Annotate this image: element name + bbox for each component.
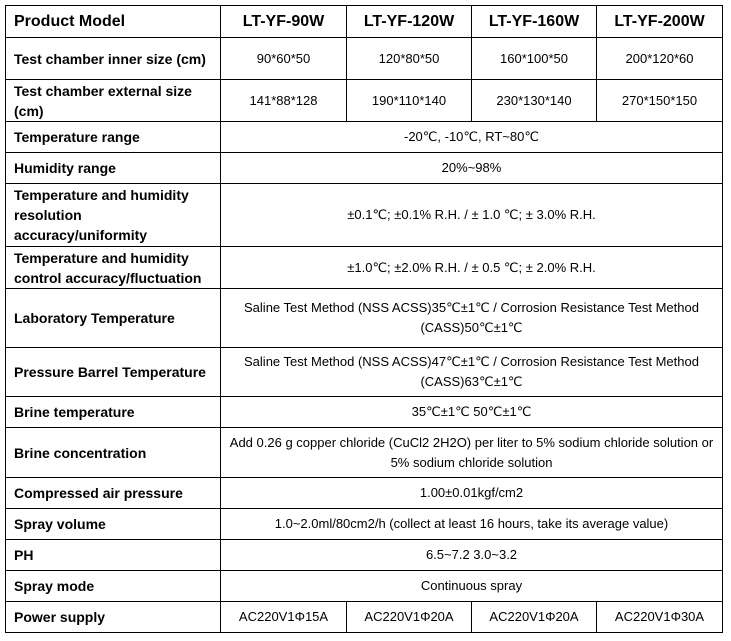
row-power-supply [6,602,723,633]
row-label: Temperature and humidity resolution accuracy/uniformity [6,184,221,247]
row-label: Laboratory Temperature [6,289,221,348]
row-label: Power supply [6,602,221,633]
model-header: LT-YF-120W [347,6,472,38]
cell-value: Saline Test Method (NSS ACSS)47℃±1℃ / Corrosion Resistance Test Method (CASS)63℃±1℃ [221,348,723,397]
cell-value: 35℃±1℃ 50℃±1℃ [221,397,723,428]
row-humidity-range [6,153,723,184]
cell-value: 120*80*50 [347,38,472,80]
cell-value: ±0.1℃; ±0.1% R.H. / ± 1.0 ℃; ± 3.0% R.H. [221,184,723,247]
row-label: Temperature and humidity control accuracy/fluctuation [6,247,221,289]
cell-value: 6.5~7.2 3.0~3.2 [221,540,723,571]
cell-value: AC220V1Φ15A [221,602,347,633]
row-label: Humidity range [6,153,221,184]
row-spray-volume [6,509,723,540]
row-label: Spray volume [6,509,221,540]
cell-value: 1.0~2.0ml/80cm2/h (collect at least 16 hours, take its average value) [221,509,723,540]
row-label: PH [6,540,221,571]
cell-value: Saline Test Method (NSS ACSS)35℃±1℃ / Corrosion Resistance Test Method (CASS)50℃±1℃ [221,289,723,348]
row-lab-temperature [6,289,723,348]
row-label: Test chamber inner size (cm) [6,38,221,80]
row-external-size [6,80,723,122]
row-resolution [6,184,723,247]
row-label: Compressed air pressure [6,478,221,509]
cell-value: 20%~98% [221,153,723,184]
cell-value: 230*130*140 [472,80,597,122]
row-label: Brine temperature [6,397,221,428]
row-label: Brine concentration [6,428,221,478]
cell-value: AC220V1Φ20A [472,602,597,633]
row-ph [6,540,723,571]
row-air-pressure [6,478,723,509]
cell-value: 200*120*60 [597,38,723,80]
row-label: Spray mode [6,571,221,602]
cell-value: 90*60*50 [221,38,347,80]
row-temperature-range [6,122,723,153]
cell-value: Add 0.26 g copper chloride (CuCl2 2H2O) per liter to 5% sodium chloride solution or 5% sodium chloride solution [221,428,723,478]
cell-value: ±1.0℃; ±2.0% R.H. / ± 0.5 ℃; ± 2.0% R.H. [221,247,723,289]
row-inner-size [6,38,723,80]
cell-value: AC220V1Φ20A [347,602,472,633]
row-brine-concentration [6,428,723,478]
row-label: Temperature range [6,122,221,153]
row-barrel-temperature [6,348,723,397]
cell-value: 160*100*50 [472,38,597,80]
cell-value: Continuous spray [221,571,723,602]
row-spray-mode [6,571,723,602]
model-header: LT-YF-160W [472,6,597,38]
cell-value: 1.00±0.01kgf/cm2 [221,478,723,509]
cell-value: 141*88*128 [221,80,347,122]
row-brine-temperature [6,397,723,428]
cell-value: 270*150*150 [597,80,723,122]
row-control-accuracy [6,247,723,289]
spec-table [5,5,723,633]
row-label: Test chamber external size (cm) [6,80,221,122]
model-header: LT-YF-200W [597,6,723,38]
cell-value: AC220V1Φ30A [597,602,723,633]
cell-value: -20℃, -10℃, RT~80℃ [221,122,723,153]
row-label: Pressure Barrel Temperature [6,348,221,397]
row-product-model [6,6,723,38]
cell-value: 190*110*140 [347,80,472,122]
model-header: LT-YF-90W [221,6,347,38]
row-label: Product Model [6,6,221,38]
